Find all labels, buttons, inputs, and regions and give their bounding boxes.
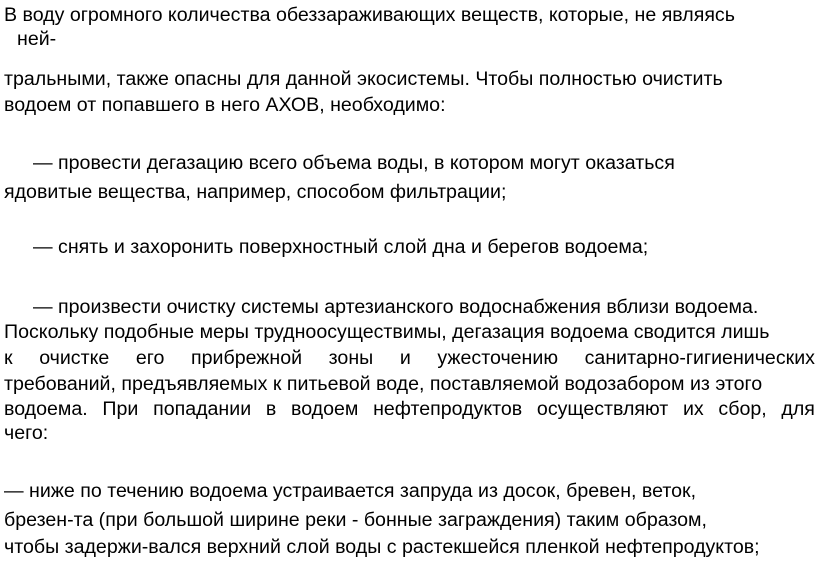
word: водоема. [4,398,88,420]
bullet-1-line-1: — провести дегазацию всего объема воды, в котором могут оказаться [33,152,675,174]
word: ужесточению [437,347,559,369]
bullet-3-line-2: Поскольку подобные меры трудноосуществимы, дегазация водоема сводится лишь [4,321,770,343]
word: для [781,398,815,420]
word: его [135,347,165,369]
paragraph-2-line-1: тральными, также опасны для данной экосистемы. Чтобы полностью очистить [4,68,723,90]
bullet-3-line-5 [4,397,815,421]
word: водоем [291,398,359,420]
word: очистке [39,347,110,369]
bullet-4-line-3: чтобы задержи-вался верхний слой воды с растекшейся пленкой нефтепродуктов; [4,536,760,558]
word: санитарно-гигиенических [584,347,815,369]
bullet-1-line-2: ядовитые вещества, например, способом фильтрации; [4,181,507,203]
paragraph-1-line-1: В воду огромного количества обеззараживающих веществ, которые, не являясь [4,4,735,26]
bullet-4-line-1: — ниже по течению водоема устраивается запруда из досок, бревен, веток, [4,480,697,502]
bullet-4-line-2: брезен-та (при большой ширине реки - бонные заграждения) таким образом, [4,509,707,531]
paragraph-2-line-2: водоем от попавшего в него АХОВ, необходимо: [4,94,446,116]
bullet-2-line-1: — снять и захоронить поверхностный слой дна и берегов водоема; [33,236,649,258]
paragraph-1-line-2: ней- [17,28,57,50]
word: в [265,398,277,420]
word: При [102,398,139,420]
word: зоны [328,347,374,369]
word: к [4,347,13,369]
word: их [682,398,704,420]
word: и [399,347,411,369]
word: прибрежной [191,347,303,369]
bullet-3-line-6: чего: [4,422,49,444]
word: сбор, [718,398,767,420]
bullet-3-line-3 [4,346,815,370]
word: осуществляют [536,398,669,420]
bullet-3-line-4: требований, предъявляемых к питьевой воде, поставляемой водозабором из этого [4,373,763,395]
word: попадании [153,398,252,420]
bullet-3-line-1: — произвести очистку системы артезианского водоснабжения вблизи водоема. [33,296,759,318]
word: нефтепродуктов [373,398,523,420]
